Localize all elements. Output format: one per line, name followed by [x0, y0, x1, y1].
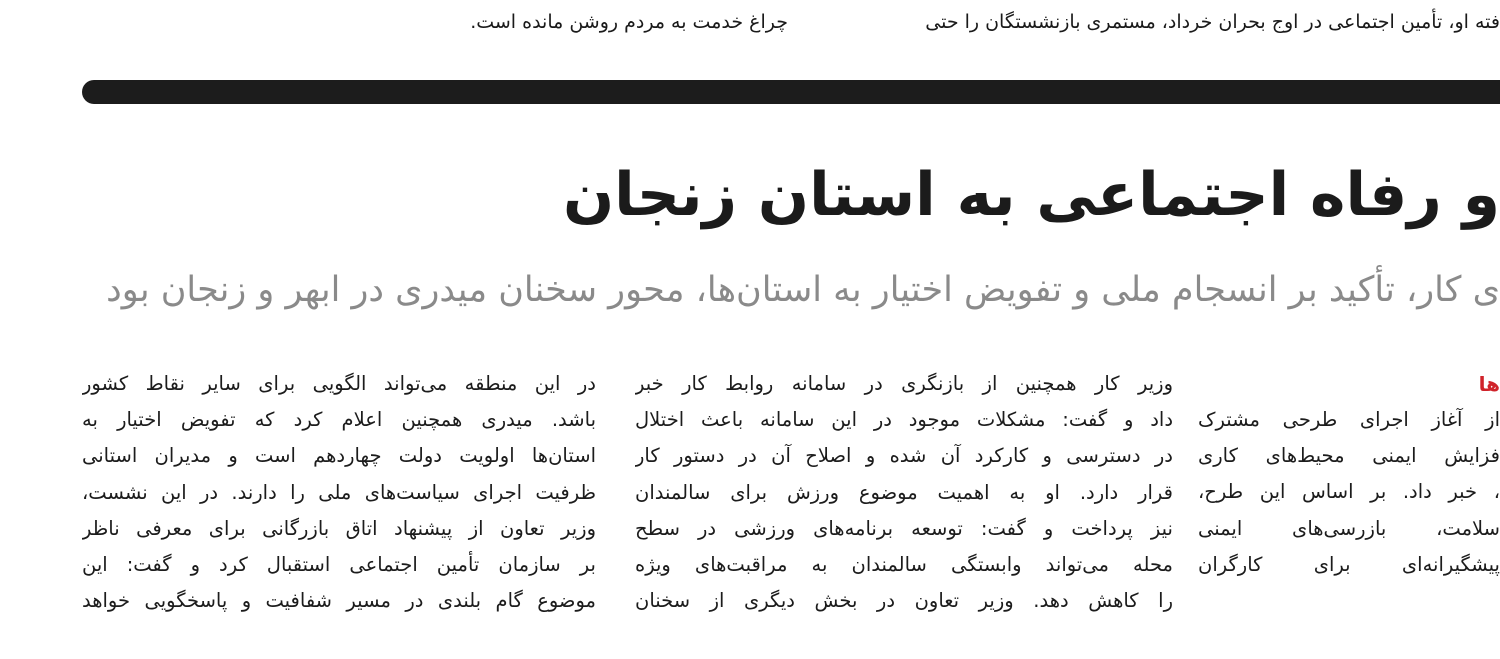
- section-kicker: ها: [1478, 372, 1500, 396]
- column-right: [1198, 402, 1500, 583]
- column-line: وزیر تعاون از پیشنهاد اتاق بازرگانی برای معرفی ناظر: [82, 516, 596, 540]
- column-line: را کاهش دهد. وزیر تعاون در بخش دیگری از سخنان: [635, 589, 1173, 613]
- column-line: باشد. میدری همچنین اعلام کرد که تفویض اختیار به: [82, 408, 596, 432]
- column-line: وزیر کار همچنین از بازنگری در سامانه روابط کار خبر: [635, 372, 1173, 395]
- column-line: داد و گفت: مشکلات موجود در این سامانه باعث اختلال: [635, 408, 1173, 432]
- column-line: فزایش ایمنی محیط‌های کاری: [1198, 444, 1500, 468]
- column-line: در این منطقه می‌تواند الگویی برای سایر نقاط کشور: [82, 372, 596, 395]
- top-text-left: چراغ خدمت به مردم روشن مانده است.: [470, 11, 788, 33]
- top-text-right: فته او، تأمین اجتماعی در اوج بحران خرداد، مستمری بازنشستگان را حتی: [925, 11, 1500, 33]
- column-line: سلامت، بازرسی‌های ایمنی: [1198, 516, 1500, 540]
- column-left: [82, 366, 596, 619]
- column-line: ظرفیت اجرای سیاست‌های ملی را دارند. در این نشست،: [82, 480, 596, 504]
- column-line: در دسترسی و کارکرد آن شده و اصلاح آن در دستور کار: [635, 444, 1173, 468]
- column-line: نیز پرداخت و گفت: توسعه برنامه‌های ورزشی در سطح: [635, 516, 1173, 540]
- column-line: قرار دارد. او به اهمیت موضوع ورزش برای سالمندان: [635, 480, 1173, 504]
- section-divider-bar: [82, 80, 1500, 104]
- column-middle: [635, 366, 1173, 619]
- headline: و رفاه اجتماعی به استان زنجان: [562, 160, 1500, 230]
- column-line: ، خبر داد. بر اساس این طرح،: [1198, 480, 1500, 504]
- column-line: استان‌ها اولویت دولت چهاردهم است و مدیران استانی: [82, 444, 596, 468]
- column-line: پیشگیرانه‌ای برای کارگران: [1198, 552, 1500, 576]
- subheadline: ی کار، تأکید بر انسجام ملی و تفویض اختیار به استان‌ها، محور سخنان میدری در ابهر و زنجان بود: [106, 270, 1500, 310]
- column-line: موضوع گام بلندی در مسیر شفافیت و پاسخگویی خواهد: [82, 589, 596, 613]
- column-line: بر سازمان تأمین اجتماعی استقبال کرد و گفت: این: [82, 553, 596, 577]
- column-line: محله می‌تواند وابستگی سالمندان به مراقبت‌های ویژه: [635, 553, 1173, 577]
- column-line: از آغاز اجرای طرحی مشترک: [1198, 408, 1500, 431]
